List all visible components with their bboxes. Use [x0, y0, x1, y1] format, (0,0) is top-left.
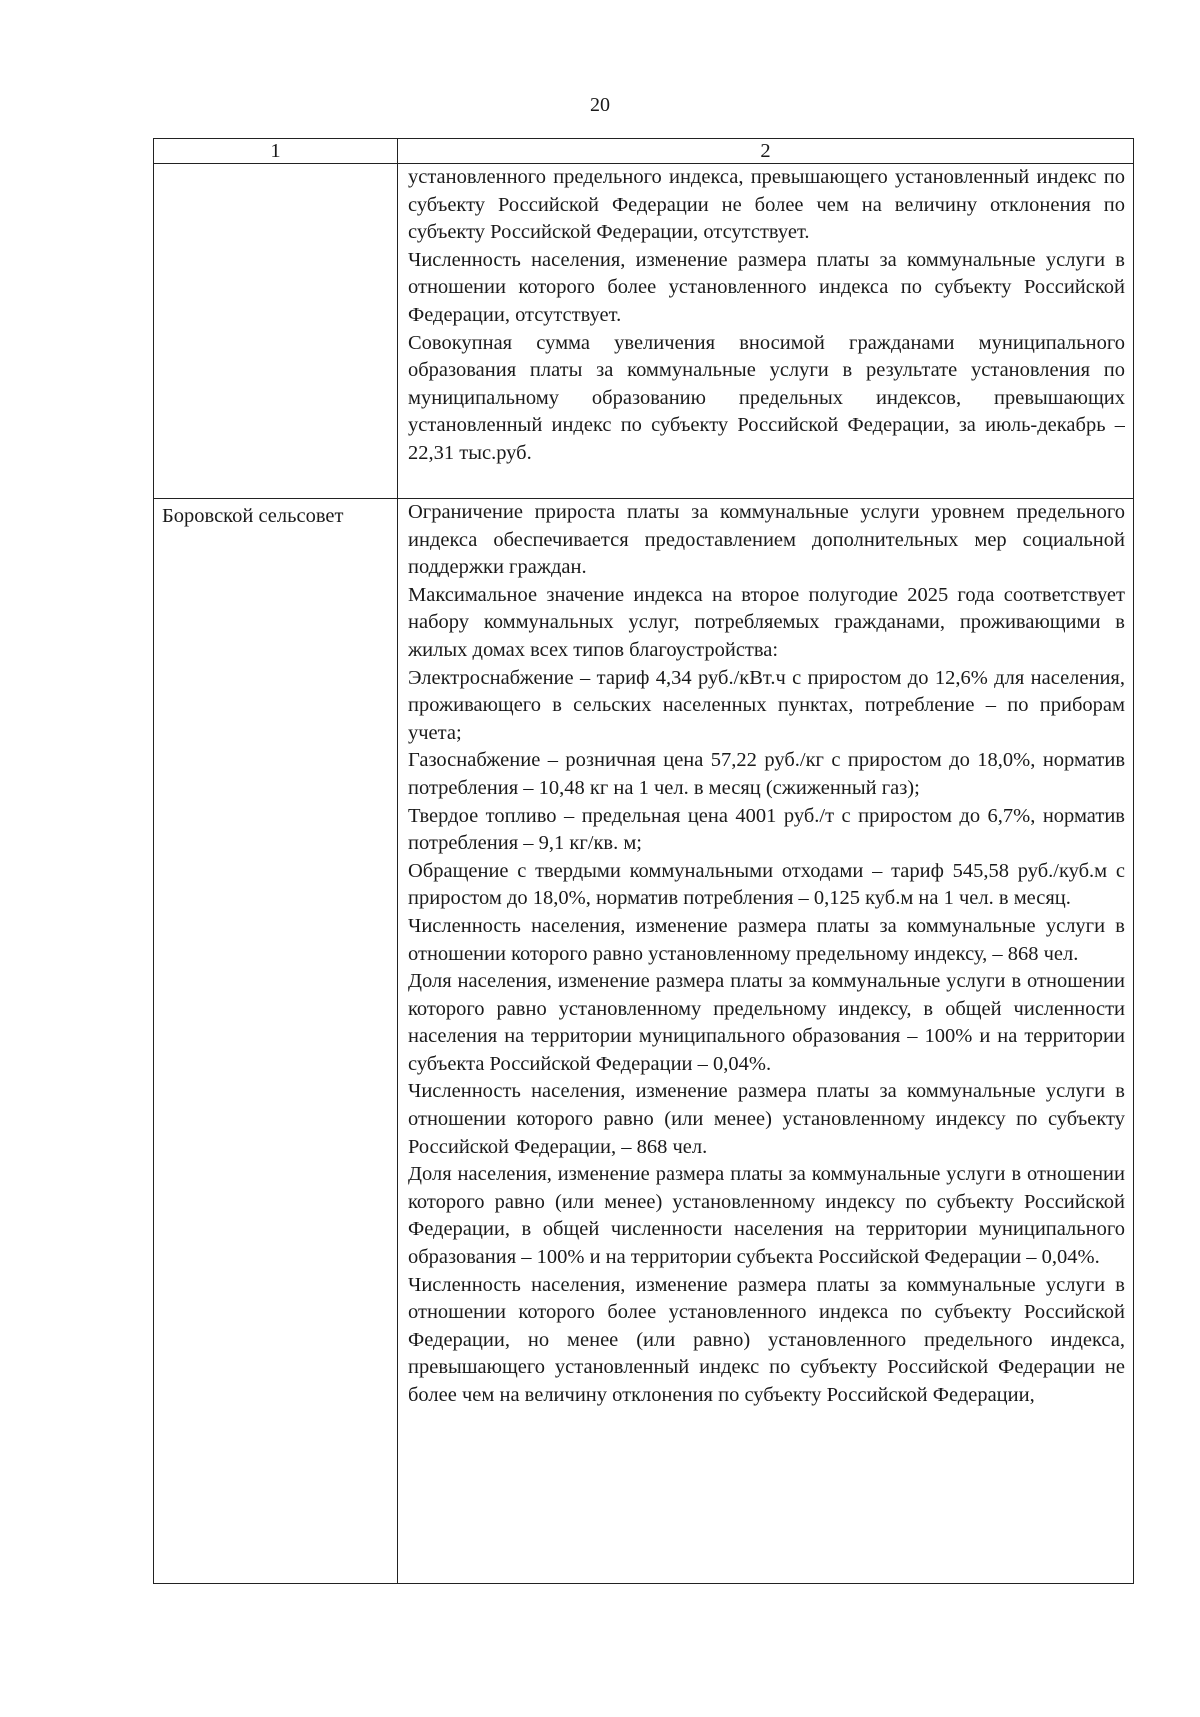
column-header-2: 2 [398, 139, 1134, 164]
page-number: 20 [590, 94, 610, 116]
paragraph: Совокупная сумма увеличения вносимой гражданами муниципального образования платы за коммунальные услуги в результате установления по муниципальному образованию предельных индексов, превышающих установленный индекс по субъекту Российской Федерации, за июль-декабрь – 22,31 тыс.руб. [408, 331, 1125, 464]
paragraph: Численность населения, изменение размера платы за коммунальные услуги в отношении которого равно (или менее) установленному индексу по субъекту Российской Федерации, – 868 чел. [408, 1080, 1125, 1158]
paragraph: Численность населения, изменение размера платы за коммунальные услуги в отношении которого более установленного индекса по субъекту Российской Федерации, отсутствует. [408, 248, 1125, 326]
table-header-row [154, 139, 1134, 164]
paragraph: Численность населения, изменение размера платы за коммунальные услуги в отношении которого равно установленному предельному индексу, – 868 чел. [408, 914, 1125, 965]
paragraph: Доля населения, изменение размера платы за коммунальные услуги в отношении которого равно установленному предельному индексу, в общей численности населения на территории муниципального образования – 100% и на территории субъекта Российской Федерации – 0,04%. [408, 970, 1125, 1075]
paragraph: Ограничение прироста платы за коммунальные услуги уровнем предельного индекса обеспечивается предоставлением дополнительных мер социальной поддержки граждан. [408, 501, 1125, 579]
paragraph: Максимальное значение индекса на второе полугодие 2025 года соответствует набору коммунальных услуг, потребляемых гражданами, проживающими в жилых домах всех типов благоустройства: [408, 583, 1125, 661]
paragraph: Доля населения, изменение размера платы за коммунальные услуги в отношении которого равно (или менее) установленному индексу по субъекту Российской Федерации, в общей численности населения на территории муниципального образования – 100% и на территории субъекта Российской Федерации – 0,04%. [408, 1163, 1125, 1269]
data-table [153, 138, 1134, 1584]
description-cell [398, 499, 1134, 1584]
paragraph: Электроснабжение – тариф 4,34 руб./кВт.ч с приростом до 12,6% для населения, проживающего в сельских населенных пунктах, потребление – по приборам учета; [408, 666, 1125, 744]
description-cell [398, 164, 1134, 499]
column-header-1: 1 [154, 139, 398, 164]
municipality-cell [154, 164, 398, 499]
paragraph: установленного предельного индекса, превышающего установленный индекс по субъекту Российской Федерации не более чем на величину отклонения по субъекту Российской Федерации, отсутствует. [408, 166, 1125, 244]
paragraph: Твердое топливо – предельная цена 4001 руб./т с приростом до 6,7%, норматив потребления – 9,1 кг/кв. м; [408, 804, 1125, 855]
paragraph: Обращение с твердыми коммунальными отходами – тариф 545,58 руб./куб.м с приростом до 18,0%, норматив потребления – 0,125 куб.м на 1 чел. в месяц. [408, 859, 1125, 910]
paragraph: Газоснабжение – розничная цена 57,22 руб./кг с приростом до 18,0%, норматив потребления – 10,48 кг на 1 чел. в месяц (сжиженный газ); [408, 749, 1125, 799]
table-row [154, 499, 1134, 1584]
table-row [154, 164, 1134, 499]
paragraph: Численность населения, изменение размера платы за коммунальные услуги в отношении которого более установленного индекса по субъекту Российской Федерации, но менее (или равно) установленного предельного индекса, превышающего установленный индекс по субъекту Российской Федерации не более чем на величину отклонения по субъекту Российской Федерации, [408, 1273, 1125, 1406]
municipality-cell: Боровской сельсовет [154, 499, 398, 1584]
